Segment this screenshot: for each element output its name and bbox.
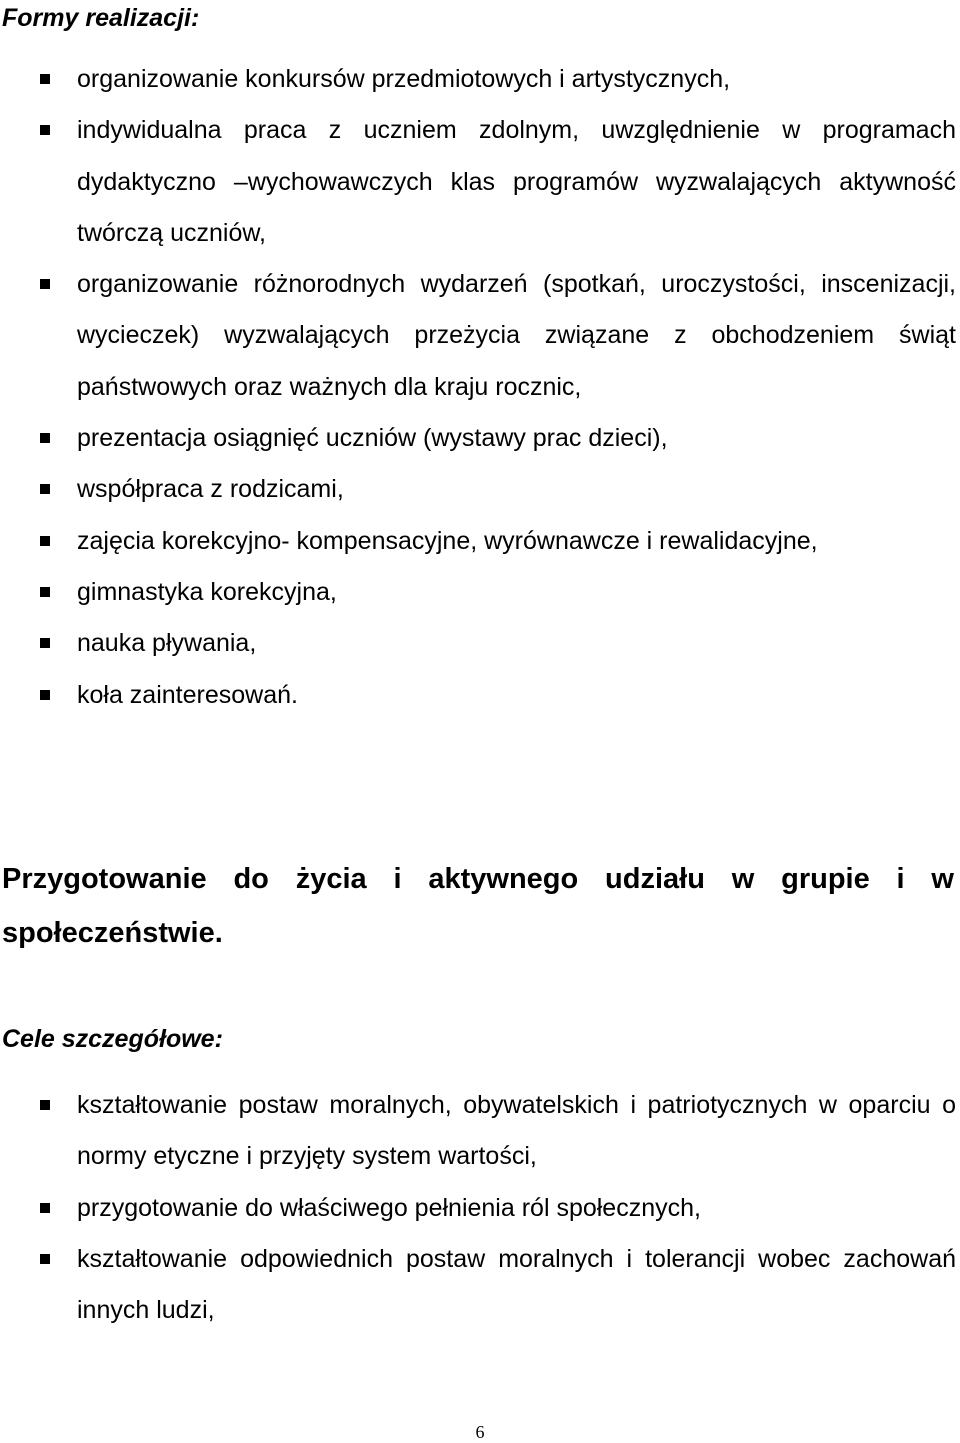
list-item-text: współpraca z rodzicami, [77,475,344,504]
list-item [0,618,960,669]
list-item [0,516,960,567]
list-item-text: gimnastyka korekcyjna, [77,577,337,606]
forms-heading: Formy realizacji: [2,4,200,32]
square-bullet-icon [40,536,50,546]
list-item [0,413,960,464]
square-bullet-icon [40,638,50,648]
list-item [0,1183,960,1234]
list-item [0,1234,960,1337]
list-item [0,259,960,413]
list-item-text: organizowanie konkursów przedmiotowych i artystycznych, [77,65,731,93]
goals-heading: Cele szczegółowe: [2,1025,223,1053]
square-bullet-icon [40,279,50,289]
list-item-text: organizowanie różnorodnych wydarzeń (spotkań, uroczystości, inscenizacji, wycieczek) wyzwalających przeżycia związane z obchodzeniem świąt państwowych oraz ważnych dla kraju rocznic, [77,270,956,401]
square-bullet-icon [40,587,50,597]
page-number: 6 [475,1422,485,1442]
list-item-text: przygotowanie do właściwego pełnienia ról społecznych, [77,1193,701,1222]
square-bullet-icon [40,125,50,135]
list-item [0,1080,960,1183]
list-item-text: prezentacja osiągnięć uczniów (wystawy prac dzieci), [77,424,668,453]
list-item-text: kształtowanie postaw moralnych, obywatelskich i patriotycznych w oparciu o normy etyczne i przyjęty system wartości, [77,1091,956,1171]
square-bullet-icon [40,484,50,494]
list-item [0,567,960,618]
square-bullet-icon [40,433,50,443]
goals-list [0,1080,960,1336]
square-bullet-icon [40,74,50,84]
forms-list [0,54,960,721]
square-bullet-icon [40,690,50,700]
list-item-text: nauka pływania, [77,629,257,658]
square-bullet-icon [40,1203,50,1213]
square-bullet-icon [40,1254,50,1264]
list-item-text: kształtowanie odpowiednich postaw moralnych i tolerancji wobec zachowań innych ludzi, [77,1244,956,1325]
list-item [0,105,960,259]
list-item [0,54,960,105]
list-item [0,464,960,515]
section-title: Przygotowanie do życia i aktywnego udziału w grupie i w społeczeństwie. [2,863,954,949]
list-item-text: indywidualna praca z uczniem zdolnym, uwzględnienie w programach dydaktyczno –wychowawczych klas programów wyzwalających aktywność twórczą uczniów, [77,116,956,247]
list-item-text: koła zainteresowań. [77,680,298,709]
list-item [0,670,960,721]
list-item-text: zajęcia korekcyjno- kompensacyjne, wyrównawcze i rewalidacyjne, [77,526,818,555]
square-bullet-icon [40,1100,50,1110]
